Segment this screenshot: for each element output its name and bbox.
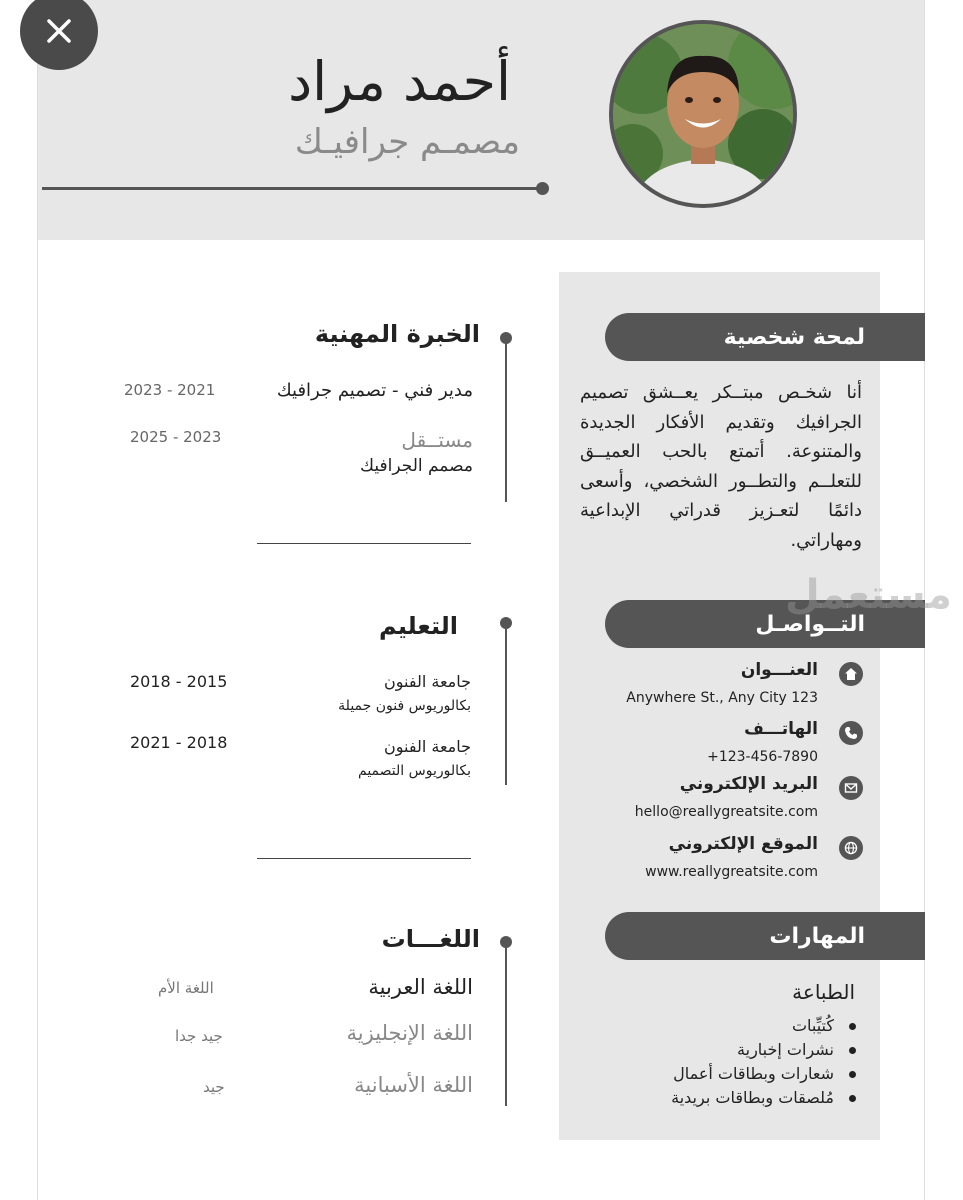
language-item-level: جيد	[203, 1078, 225, 1096]
profile-photo-image	[613, 24, 793, 204]
header-divider-dot	[536, 182, 549, 195]
home-icon	[839, 662, 863, 686]
experience-heading: الخبرة المهنية	[314, 320, 480, 348]
profile-text: أنا شخـص مبتــكر يعــشق تصميم الجرافيك وتقديم الأفكار الجديدة والمتنوعة. أتمتع بالحب العميــق للتعلــم والتطــور الشخصي، وأسعى دائمًا لتعـزيز قدراتي الإبداعية ومهاراتي.	[580, 382, 862, 551]
education-heading: التعليم	[379, 612, 458, 640]
experience-item-subrole: مصمم الجرافيك	[360, 456, 473, 476]
website-value[interactable]: www.reallygreatsite.com	[645, 864, 818, 880]
experience-item-date: 2025 - 2023	[130, 428, 222, 446]
mail-icon	[839, 776, 863, 800]
job-title: مصمـم جرافيـك	[294, 122, 520, 162]
education-item-degree: بكالوريوس فنون جميلة	[338, 698, 471, 714]
experience-item-role: مدير فني - تصميم جرافيك	[276, 380, 473, 401]
skills-list	[671, 1014, 858, 1110]
language-item-level: جيد جدا	[175, 1027, 223, 1045]
email-label: البريد الإلكتروني	[679, 774, 818, 794]
phone-icon	[839, 721, 863, 745]
phone-value[interactable]: +123-456-7890	[707, 749, 818, 765]
skills-heading-label: المهارات	[769, 923, 865, 949]
language-item-name: اللغة الأسبانية	[354, 1073, 473, 1097]
header-divider	[42, 187, 542, 190]
experience-item-role: مستــقل	[401, 428, 473, 452]
email-value[interactable]: hello@reallygreatsite.com	[634, 804, 818, 820]
phone-label: الهاتـــف	[744, 719, 818, 739]
section-divider	[257, 858, 471, 859]
languages-timeline	[505, 944, 507, 1106]
profile-heading	[605, 313, 925, 361]
watermark: مستعمل	[785, 572, 952, 618]
experience-item-date: 2023 - 2021	[124, 381, 216, 399]
globe-icon	[839, 836, 863, 860]
skills-heading	[605, 912, 925, 960]
education-item-school: جامعة الفنون	[384, 737, 471, 756]
language-item-level: اللغة الأم	[158, 979, 214, 997]
list-item: نشرات إخبارية	[671, 1038, 858, 1062]
language-item-name: اللغة العربية	[368, 975, 473, 999]
profile-heading-label: لمحة شخصية	[723, 324, 865, 350]
education-item-school: جامعة الفنون	[384, 672, 471, 691]
education-timeline	[505, 625, 507, 785]
language-item-name: اللغة الإنجليزية	[346, 1021, 473, 1045]
contact-heading-label: التــواصـل	[755, 611, 865, 637]
profile-photo	[609, 20, 797, 208]
skills-subheading: الطباعة	[792, 980, 855, 1004]
section-divider	[257, 543, 471, 544]
close-icon	[45, 17, 73, 45]
education-item-degree: بكالوريوس التصميم	[358, 763, 471, 779]
address-label: العنـــوان	[740, 660, 818, 680]
experience-timeline	[505, 340, 507, 502]
list-item: كُتيِّبات	[671, 1014, 858, 1038]
website-label: الموقع الإلكتروني	[668, 834, 818, 854]
list-item: مُلصقات وبطاقات بريدية	[671, 1086, 858, 1110]
education-item-date: 2021 - 2018	[130, 733, 228, 752]
languages-heading: اللغـــات	[381, 925, 480, 953]
list-item: شعارات وبطاقات أعمال	[671, 1062, 858, 1086]
address-value: Anywhere St., Any City 123	[626, 690, 818, 706]
education-item-date: 2018 - 2015	[130, 672, 228, 691]
person-name: أحمد مراد	[288, 50, 511, 113]
